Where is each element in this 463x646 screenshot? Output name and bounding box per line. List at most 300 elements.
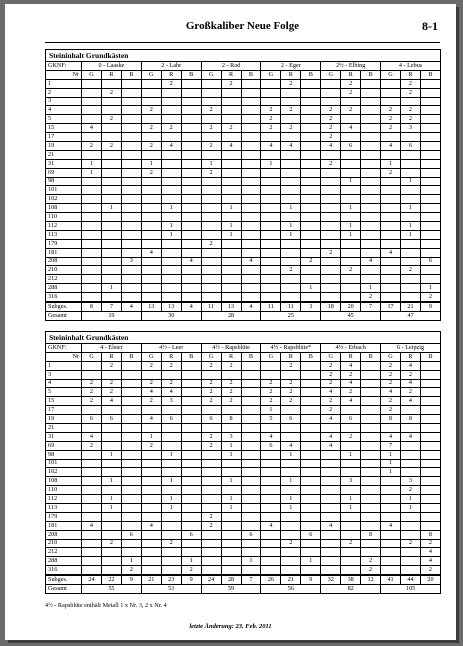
gknf-column-header: 4 - Elster xyxy=(82,344,142,353)
table-cell xyxy=(121,459,141,468)
table-cell: 2 xyxy=(201,397,221,406)
table-cell xyxy=(101,106,121,115)
table-cell xyxy=(101,186,121,195)
table-cell xyxy=(101,432,121,441)
table-cell: 2 xyxy=(82,379,102,388)
color-subheader: G xyxy=(141,352,161,361)
table-cell xyxy=(381,486,401,495)
table-cell xyxy=(281,168,301,177)
table-cell xyxy=(221,213,241,222)
table-cell xyxy=(201,406,221,415)
table-cell xyxy=(341,406,361,415)
table-cell xyxy=(121,150,141,159)
table-cell: 1 xyxy=(281,504,301,513)
stone-number: 31 xyxy=(46,159,82,168)
table-cell: 4 xyxy=(401,397,421,406)
table-cell xyxy=(281,370,301,379)
table-cell xyxy=(121,213,141,222)
table-cell: 1 xyxy=(161,495,181,504)
table-cell xyxy=(281,88,301,97)
gknf-column-header: 4½ - Erbach xyxy=(321,344,381,353)
table-cell xyxy=(420,133,440,142)
table-cell xyxy=(301,79,321,88)
table-cell xyxy=(281,213,301,222)
table-cell xyxy=(281,521,301,530)
color-subheader: B xyxy=(181,352,201,361)
table-cell xyxy=(101,530,121,539)
table-cell xyxy=(201,115,221,124)
table-cell xyxy=(121,388,141,397)
stone-number: 212 xyxy=(46,275,82,284)
table-cell xyxy=(141,266,161,275)
table-cell xyxy=(261,486,281,495)
table-cell xyxy=(161,441,181,450)
table-cell xyxy=(281,159,301,168)
table-cell: 6 xyxy=(82,415,102,424)
table-cell xyxy=(361,432,381,441)
gknf-header-row xyxy=(46,344,441,353)
table-cell xyxy=(201,539,221,548)
table-cell xyxy=(420,512,440,521)
table-cell: 4 xyxy=(381,248,401,257)
table-cell: 2 xyxy=(381,361,401,370)
table-cell xyxy=(241,521,261,530)
table-cell: 2 xyxy=(141,106,161,115)
table-cell: 2 xyxy=(261,115,281,124)
table-cell xyxy=(181,548,201,557)
table-cell xyxy=(221,284,241,293)
table-row xyxy=(46,124,441,133)
table-row xyxy=(46,477,441,486)
table-cell xyxy=(361,115,381,124)
color-subheader: B xyxy=(121,70,141,79)
subtotal-cell: 12 xyxy=(361,575,381,584)
table-cell xyxy=(301,106,321,115)
table-cell xyxy=(141,115,161,124)
table-cell xyxy=(221,539,241,548)
table-cell: 4 xyxy=(82,432,102,441)
table-cell xyxy=(301,195,321,204)
table-cell xyxy=(221,406,241,415)
table-cell xyxy=(82,370,102,379)
color-subheader: B xyxy=(361,352,381,361)
table-cell xyxy=(361,415,381,424)
table-cell: 2 xyxy=(201,379,221,388)
table-cell xyxy=(121,284,141,293)
table-cell: 1 xyxy=(141,432,161,441)
table-row xyxy=(46,79,441,88)
table-cell xyxy=(241,512,261,521)
table-cell xyxy=(401,566,421,575)
stone-number: 5 xyxy=(46,115,82,124)
table-cell xyxy=(341,257,361,266)
table-cell: 4 xyxy=(420,548,440,557)
table-cell: 2 xyxy=(321,115,341,124)
table-title-row xyxy=(46,50,441,62)
table-cell xyxy=(201,450,221,459)
table-cell: 2 xyxy=(181,566,201,575)
table-cell xyxy=(201,195,221,204)
table-cell xyxy=(301,397,321,406)
table-cell: 2 xyxy=(261,124,281,133)
table-cell: 2 xyxy=(201,361,221,370)
table-cell xyxy=(261,79,281,88)
table-cell xyxy=(221,97,241,106)
color-subheader: G xyxy=(82,70,102,79)
table-cell xyxy=(261,424,281,433)
color-subheader: R xyxy=(281,352,301,361)
table-cell xyxy=(161,521,181,530)
table-cell: 4 xyxy=(82,124,102,133)
gknf-column-header: 2 - Eger xyxy=(261,62,321,71)
table-cell xyxy=(420,159,440,168)
table-cell xyxy=(420,370,440,379)
table-row xyxy=(46,115,441,124)
table-cell: 1 xyxy=(401,504,421,513)
table-cell xyxy=(241,486,261,495)
table-cell xyxy=(221,293,241,302)
table-cell xyxy=(201,248,221,257)
table-cell xyxy=(301,432,321,441)
table-cell: 4 xyxy=(281,142,301,151)
page-title: Großkaliber Neue Folge xyxy=(185,20,300,32)
table-cell xyxy=(420,361,440,370)
table-cell: 1 xyxy=(420,284,440,293)
total-label: Gesamt xyxy=(46,585,82,594)
table-cell xyxy=(221,150,241,159)
table-cell: 2 xyxy=(261,388,281,397)
table-cell: 1 xyxy=(341,230,361,239)
stone-number: 212 xyxy=(46,548,82,557)
table-cell: 8 xyxy=(420,530,440,539)
table-cell xyxy=(401,97,421,106)
table-cell xyxy=(181,213,201,222)
stone-content-table-2 xyxy=(45,331,441,594)
color-subheader: G xyxy=(201,352,221,361)
table-cell xyxy=(221,106,241,115)
table-cell xyxy=(181,468,201,477)
table-cell xyxy=(401,195,421,204)
table-cell xyxy=(221,177,241,186)
table-cell xyxy=(121,239,141,248)
table-cell xyxy=(241,539,261,548)
table-cell: 1 xyxy=(401,177,421,186)
table-cell xyxy=(341,213,361,222)
table-cell xyxy=(201,424,221,433)
table-cell: 4 xyxy=(381,521,401,530)
table-cell xyxy=(361,477,381,486)
table-cell xyxy=(181,459,201,468)
table-cell: 2 xyxy=(361,293,381,302)
table-cell xyxy=(281,239,301,248)
table-cell xyxy=(420,230,440,239)
table-cell: 1 xyxy=(301,557,321,566)
table-cell xyxy=(281,486,301,495)
stone-number: 19 xyxy=(46,142,82,151)
table-cell xyxy=(82,177,102,186)
table-cell xyxy=(221,186,241,195)
table-cell xyxy=(141,370,161,379)
table-cell xyxy=(241,566,261,575)
table-cell xyxy=(161,370,181,379)
table-cell: 2 xyxy=(420,566,440,575)
table-cell xyxy=(121,521,141,530)
table-row xyxy=(46,468,441,477)
table-cell xyxy=(341,530,361,539)
table-cell xyxy=(401,557,421,566)
table-cell xyxy=(101,248,121,257)
table-cell xyxy=(281,97,301,106)
table-cell xyxy=(401,257,421,266)
table-cell xyxy=(121,539,141,548)
table-cell xyxy=(181,222,201,231)
table-cell: 2 xyxy=(321,379,341,388)
table-cell xyxy=(201,79,221,88)
table-cell xyxy=(261,557,281,566)
table-cell xyxy=(361,548,381,557)
table-cell xyxy=(420,504,440,513)
table-cell xyxy=(181,388,201,397)
table-row xyxy=(46,512,441,521)
table-row xyxy=(46,432,441,441)
table-cell: 6 xyxy=(281,415,301,424)
table-cell xyxy=(361,168,381,177)
stone-number: 17 xyxy=(46,133,82,142)
table-row xyxy=(46,106,441,115)
subtotal-cell: 32 xyxy=(321,575,341,584)
table-cell xyxy=(141,275,161,284)
table-cell xyxy=(301,379,321,388)
table-cell xyxy=(101,557,121,566)
table-cell xyxy=(201,530,221,539)
table-cell xyxy=(420,397,440,406)
table-cell xyxy=(161,530,181,539)
table-cell xyxy=(121,477,141,486)
table-cell xyxy=(82,239,102,248)
table-cell xyxy=(82,79,102,88)
table-cell xyxy=(141,257,161,266)
table-cell xyxy=(361,213,381,222)
table-cell xyxy=(201,495,221,504)
table-cell: 2 xyxy=(321,361,341,370)
table-cell xyxy=(341,186,361,195)
table-cell: 4 xyxy=(341,397,361,406)
gknf-column-header: 2 - Rad xyxy=(201,62,261,71)
table-cell xyxy=(241,248,261,257)
table-cell xyxy=(321,512,341,521)
stone-number: 210 xyxy=(46,266,82,275)
table-cell: 2 xyxy=(101,379,121,388)
stone-number: 1 xyxy=(46,361,82,370)
table-cell: 1 xyxy=(261,159,281,168)
table-cell xyxy=(181,88,201,97)
table-cell xyxy=(82,88,102,97)
table-cell: 2 xyxy=(82,397,102,406)
table-cell xyxy=(361,239,381,248)
table-cell xyxy=(261,284,281,293)
table-cell xyxy=(141,459,161,468)
table-cell xyxy=(261,230,281,239)
table-cell xyxy=(241,432,261,441)
table-cell: 6 xyxy=(261,441,281,450)
stone-number: 1 xyxy=(46,79,82,88)
table-cell: 4 xyxy=(321,388,341,397)
table-cell xyxy=(420,186,440,195)
table-row xyxy=(46,504,441,513)
stone-number: 101 xyxy=(46,459,82,468)
table-cell xyxy=(281,424,301,433)
table-cell xyxy=(201,133,221,142)
stone-number: 31 xyxy=(46,432,82,441)
table-cell: 1 xyxy=(181,557,201,566)
table-cell xyxy=(381,504,401,513)
table-row xyxy=(46,441,441,450)
table-row xyxy=(46,566,441,575)
color-subheader: B xyxy=(121,352,141,361)
table-cell: 4 xyxy=(381,388,401,397)
table-cell xyxy=(361,124,381,133)
stone-number: 17 xyxy=(46,406,82,415)
table-cell xyxy=(82,566,102,575)
table-cell xyxy=(361,397,381,406)
table-cell xyxy=(181,177,201,186)
table-cell xyxy=(82,204,102,213)
stone-number: 113 xyxy=(46,230,82,239)
subtotal-cell: 9 xyxy=(420,302,440,311)
table-cell xyxy=(101,150,121,159)
table-cell xyxy=(221,521,241,530)
subtotal-cell: 4 xyxy=(181,302,201,311)
subtotal-cell: 23 xyxy=(161,575,181,584)
table-cell xyxy=(141,186,161,195)
total-cell: 28 xyxy=(201,311,261,320)
table-cell xyxy=(381,222,401,231)
table-cell xyxy=(121,230,141,239)
table-row xyxy=(46,230,441,239)
table-cell xyxy=(101,168,121,177)
stone-number: 316 xyxy=(46,293,82,302)
table-cell xyxy=(141,530,161,539)
table-cell xyxy=(301,266,321,275)
table-cell: 4 xyxy=(401,379,421,388)
table-cell xyxy=(181,106,201,115)
table-cell: 2 xyxy=(401,106,421,115)
table-cell xyxy=(401,406,421,415)
table-cell xyxy=(161,512,181,521)
table-cell: 1 xyxy=(341,450,361,459)
table-cell xyxy=(420,521,440,530)
table-cell: 2 xyxy=(321,370,341,379)
table-cell xyxy=(201,222,221,231)
table-cell xyxy=(301,477,321,486)
table-cell xyxy=(321,424,341,433)
table-cell xyxy=(420,168,440,177)
total-cell: 59 xyxy=(201,585,261,594)
stone-number: 4 xyxy=(46,379,82,388)
table-cell xyxy=(241,97,261,106)
stone-number: 15 xyxy=(46,397,82,406)
table-cell xyxy=(361,361,381,370)
table-cell: 2 xyxy=(221,388,241,397)
table-cell xyxy=(301,361,321,370)
table-cell: 4 xyxy=(321,142,341,151)
table-cell xyxy=(241,195,261,204)
nr-label: Nr xyxy=(46,352,82,361)
table-cell xyxy=(301,566,321,575)
table-cell xyxy=(161,168,181,177)
table-cell xyxy=(221,468,241,477)
table-cell xyxy=(181,370,201,379)
table-cell xyxy=(321,530,341,539)
table-cell xyxy=(161,115,181,124)
table-cell xyxy=(181,441,201,450)
total-cell: 56 xyxy=(261,585,321,594)
table-cell xyxy=(241,284,261,293)
table-cell xyxy=(141,204,161,213)
table-cell xyxy=(321,275,341,284)
table-cell xyxy=(181,168,201,177)
table-cell xyxy=(181,275,201,284)
stone-number: 3 xyxy=(46,97,82,106)
table-cell xyxy=(281,530,301,539)
table-cell xyxy=(241,177,261,186)
table-cell xyxy=(141,239,161,248)
table-cell xyxy=(321,239,341,248)
table-cell xyxy=(161,150,181,159)
table-cell xyxy=(161,239,181,248)
table-cell xyxy=(301,213,321,222)
table-cell xyxy=(181,415,201,424)
stone-number: 110 xyxy=(46,213,82,222)
table-cell xyxy=(241,168,261,177)
table-cell: 2 xyxy=(201,106,221,115)
table-cell xyxy=(241,388,261,397)
table-cell xyxy=(241,379,261,388)
color-subheader: B xyxy=(420,352,440,361)
table-cell: 1 xyxy=(401,222,421,231)
table-cell: 2 xyxy=(420,293,440,302)
table-cell xyxy=(82,106,102,115)
stone-content-table-1 xyxy=(45,49,441,321)
table-cell: 2 xyxy=(401,88,421,97)
table-cell xyxy=(241,124,261,133)
table-cell xyxy=(161,284,181,293)
table-cell xyxy=(241,239,261,248)
nr-header-row xyxy=(46,70,441,79)
table-cell: 2 xyxy=(401,115,421,124)
table-cell xyxy=(141,504,161,513)
table-cell xyxy=(321,97,341,106)
table-cell xyxy=(321,150,341,159)
table-cell: 2 xyxy=(281,539,301,548)
table-cell xyxy=(301,539,321,548)
table-cell xyxy=(301,248,321,257)
table-cell xyxy=(420,379,440,388)
table-cell xyxy=(101,486,121,495)
table-cell xyxy=(82,539,102,548)
table-cell xyxy=(361,177,381,186)
table-cell: 1 xyxy=(401,230,421,239)
table-cell xyxy=(121,115,141,124)
table-cell xyxy=(401,284,421,293)
table-cell xyxy=(321,213,341,222)
subtotal-cell: 3 xyxy=(301,302,321,311)
table-row xyxy=(46,159,441,168)
table-cell xyxy=(181,284,201,293)
table-cell xyxy=(82,468,102,477)
table-cell: 1 xyxy=(241,557,261,566)
stone-number: 21 xyxy=(46,150,82,159)
